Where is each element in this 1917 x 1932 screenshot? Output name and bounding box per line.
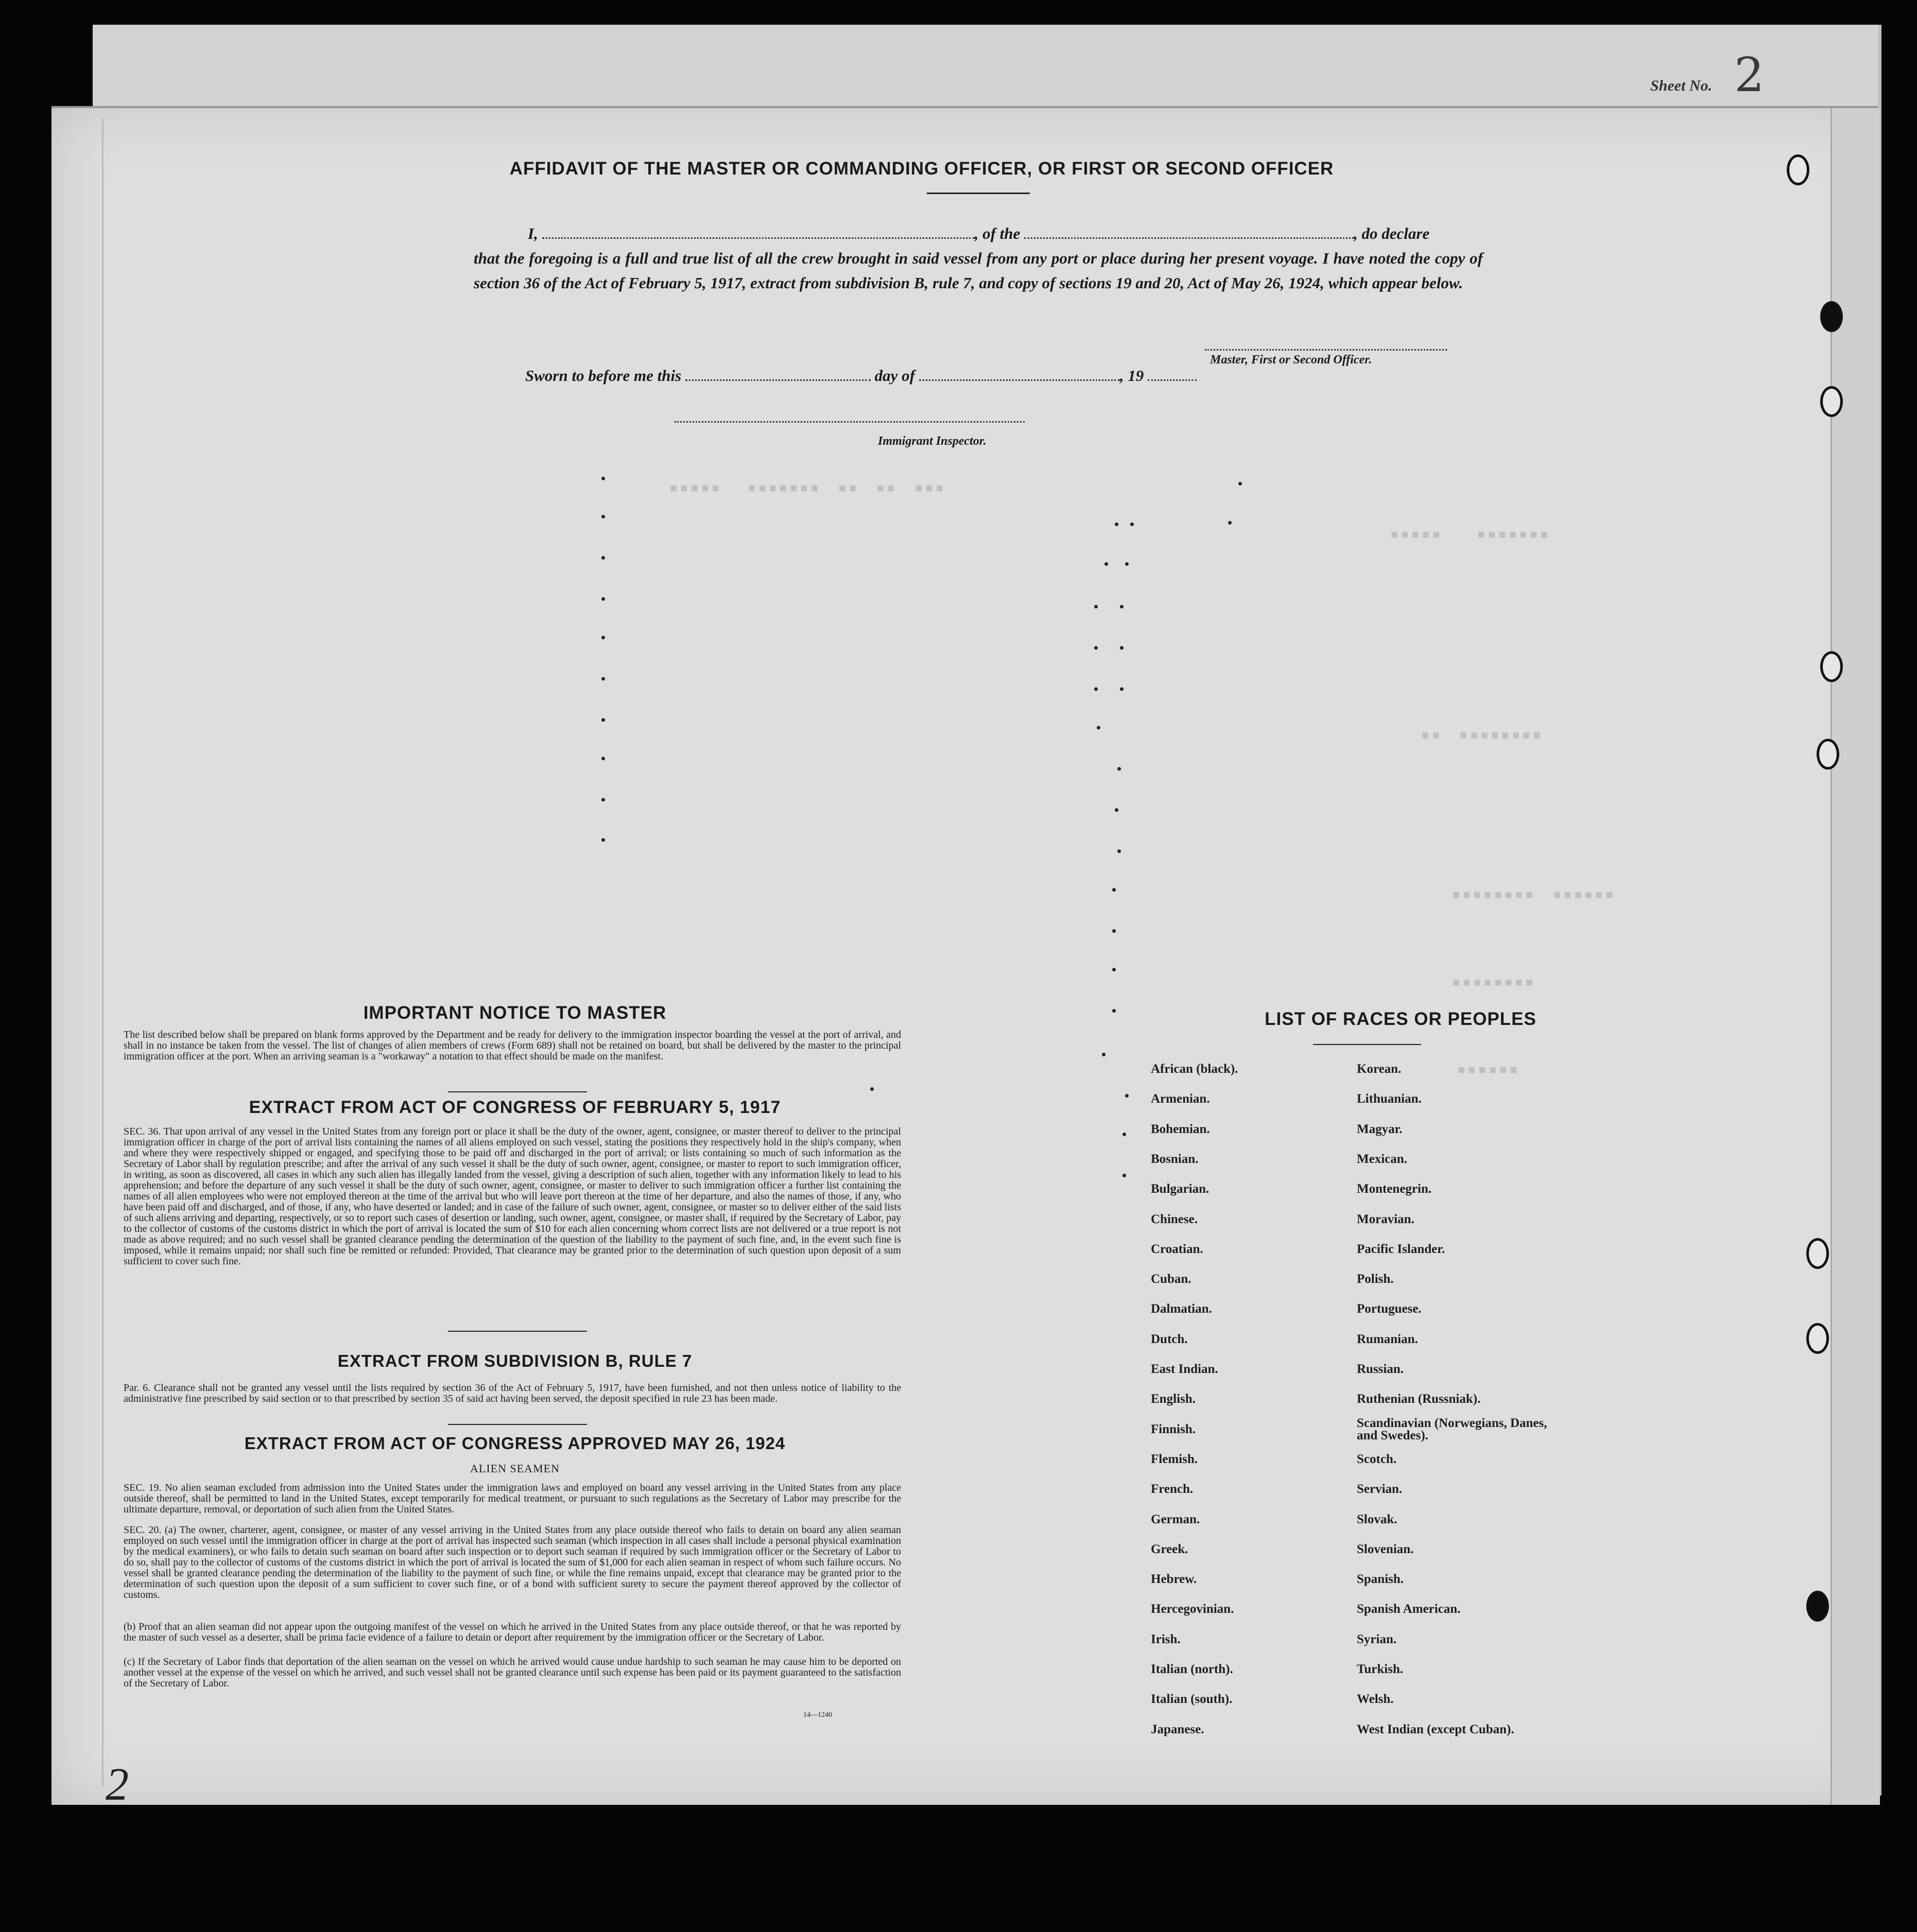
master-signature-label: Master, First or Second Officer. bbox=[1210, 353, 1372, 367]
race-item: Russian. bbox=[1357, 1362, 1404, 1376]
dot-mark bbox=[601, 838, 605, 842]
race-item: Spanish. bbox=[1357, 1572, 1404, 1586]
race-item: Scandinavian (Norwegians, Danes, and Swedes). bbox=[1357, 1416, 1547, 1442]
sworn-year-label: , 19 bbox=[1119, 367, 1144, 385]
race-item: Rumanian. bbox=[1357, 1332, 1418, 1346]
officer-name-field[interactable] bbox=[542, 228, 975, 239]
races-title: LIST OF RACES OR PEOPLES bbox=[1265, 1009, 1536, 1029]
race-item: Ruthenian (Russniak). bbox=[1357, 1392, 1481, 1406]
dot-mark bbox=[1115, 808, 1118, 812]
race-item: Slovak. bbox=[1357, 1512, 1397, 1526]
dot-mark bbox=[1125, 562, 1129, 566]
dot-mark bbox=[601, 798, 605, 802]
race-item: Cuban. bbox=[1151, 1272, 1191, 1286]
race-item: African (black). bbox=[1151, 1062, 1238, 1076]
punch-hole bbox=[1820, 386, 1843, 417]
race-item: Mexican. bbox=[1357, 1152, 1407, 1166]
dot-mark bbox=[1112, 1009, 1116, 1013]
race-item: Hebrew. bbox=[1151, 1572, 1197, 1586]
extract-1917-text: SEC. 36. That upon arrival of any vessel in the United States from any foreign port or place it shall be the duty of the owner, agent, consignee, or master thereof to deliver to the principal immigration officer in charge of the port of arrival lists containing the names of all aliens employed on such vessel, stating the positions they respectively hold in the ship's company, when and where they were respectively shipped or engaged, and specifying those to be paid off and discharged in the port of arrival; or lists containing so much of such information as the Secretary of Labor shall by regulation prescribe; and after the arrival of any such vessel it shall be the duty of such owner, agent, consignee, or master to report to such immigration officer, in writing, as soon as discovered, all cases in which any such alien has illegally landed from the vessel, giving a description of such alien, together with any information likely to lead to his apprehension; and before the departure of any such vessel it shall be the duty of such owner, agent, consignee, or master to deliver to such immigration officer a further list containing the names of all alien employees who were not employed thereon at the time of the arrival but who will leave port thereon at the time of her departure, and also the names of those, if any, who have been paid off and discharged, and of those, if any, who have deserted or landed; and in case of the failure of such owner, agent, consignee, or master so to deliver either of the said lists of such aliens arriving and departing, respectively, or so to report such cases of desertion or landing, such owner, agent, consignee, or master shall, if required by the Secretary of Labor, pay to the collector of customs of the customs district in which the port of arrival is located the sum of $10 for each alien concerning whom correct lists are not delivered or a true report is not made as above required; and no such vessel shall be granted clearance pending the determination of the question of the liability to the payment of such fine, and, in the event such fine is imposed, while it remains unpaid; nor shall such fine be remitted or refunded: Provided, That clearance may be granted prior to the determination of such question upon deposit of a sum sufficient to cover such fine. bbox=[124, 1126, 901, 1267]
race-item: English. bbox=[1151, 1392, 1196, 1406]
dot-mark bbox=[1125, 1094, 1129, 1098]
race-item: French. bbox=[1151, 1482, 1194, 1496]
dot-mark bbox=[1104, 562, 1108, 566]
margin-line bbox=[102, 118, 103, 1786]
dot-mark bbox=[1117, 849, 1121, 853]
dot-mark bbox=[1094, 687, 1098, 691]
race-item: Turkish. bbox=[1357, 1662, 1404, 1676]
race-item: Hercegovinian. bbox=[1151, 1602, 1234, 1616]
race-item: Italian (north). bbox=[1151, 1662, 1233, 1676]
race-item: Irish. bbox=[1151, 1632, 1181, 1646]
extract-1924-sec20a: SEC. 20. (a) The owner, charterer, agent, consignee, or master of any vessel arriving in the United States from any place outside thereof who fails to detain on board any alien seaman employed on such vessel until the immigration officer in charge at the port of arrival has inspected such seaman (which inspection in all cases shall include a personal physical examination by the medical examiners), or who fails to detain such seaman on board after such inspection or to deport such seaman if required by such immigration officer or the Secretary of Labor to do so, shall pay to the collector of customs of the customs district in which the port of arrival is located the sum of $1,000 for each alien seaman in respect of whom such failure occurs. No vessel shall be granted clearance pending the determination of the liability to the payment of such fine, or while the fine remains unpaid, except that clearance may be granted prior to the determination of such question upon the deposit of a sum sufficient to cover such fine, or of a bond with sufficient surety to secure the payment thereof approved by the collector of customs. bbox=[124, 1524, 901, 1600]
dot-mark bbox=[1112, 968, 1116, 971]
punch-hole bbox=[1806, 1238, 1829, 1269]
race-item: Flemish. bbox=[1151, 1452, 1198, 1466]
race-item: Polish. bbox=[1357, 1272, 1394, 1286]
race-item: Armenian. bbox=[1151, 1092, 1210, 1106]
dot-mark bbox=[1120, 687, 1124, 691]
race-item: Pacific Islander. bbox=[1357, 1242, 1445, 1256]
race-item: Bulgarian. bbox=[1151, 1182, 1210, 1196]
extract-1924-subtitle: ALIEN SEAMEN bbox=[470, 1462, 560, 1475]
sworn-line bbox=[525, 367, 1197, 385]
sworn-month-field[interactable] bbox=[919, 370, 1120, 381]
bleed-through-row: ▪▪▪▪▪ ▪▪▪▪▪▪▪ ▪▪ ▪▪ ▪▪▪ bbox=[669, 474, 946, 501]
sheet-top-edge bbox=[51, 106, 1878, 108]
inspector-signature-field[interactable] bbox=[675, 421, 1025, 423]
dot-mark bbox=[1112, 929, 1116, 933]
notice-title: IMPORTANT NOTICE TO MASTER bbox=[363, 1003, 667, 1023]
race-item: Bohemian. bbox=[1151, 1122, 1210, 1136]
dot-mark bbox=[1120, 605, 1124, 608]
vessel-name-field[interactable] bbox=[1024, 228, 1354, 239]
affidavit-declaration bbox=[474, 221, 1483, 295]
race-item: Croatian. bbox=[1151, 1242, 1203, 1256]
race-item: Dutch. bbox=[1151, 1332, 1188, 1346]
dot-mark bbox=[1228, 521, 1232, 525]
dot-mark bbox=[870, 1087, 874, 1091]
dot-mark bbox=[601, 556, 605, 560]
affidavit-body-text: that the foregoing is a full and true list of all the crew brought in said vessel from any port or place during her present voyage. I have noted the copy of section 36 of the Act of February 5, 1917, extract from subdivision B, rule 7, and copy of sections 19 and 20, Act of May 26, 1924, which appear below. bbox=[474, 249, 1483, 292]
section-rule bbox=[448, 1331, 587, 1332]
dot-mark bbox=[1094, 646, 1098, 650]
section-rule bbox=[448, 1091, 587, 1092]
notice-text: The list described below shall be prepared on blank forms approved by the Department and be ready for delivery to the immigration inspector boarding the vessel at the port of arrival, and shall in no instance be taken from the vessel. The list of changes of alien members of crews (Form 689) shall not be retained on board, but shall be delivered by the master to the principal immigration officer at the port. When an arriving seaman is a "workaway" a notation to that effect should be made on the manifest. bbox=[124, 1029, 901, 1062]
race-item: Montenegrin. bbox=[1357, 1182, 1432, 1196]
dot-mark bbox=[601, 718, 605, 722]
extract-1924-sec19: SEC. 19. No alien seaman excluded from admission into the United States under the immigration laws and employed on board any vessel arriving in the United States from any place outside thereof, shall be permitted to land in the United States, except temporarily for medical treatment, or pursuant to such regulations as the Secretary of Labor may prescribe for the ultimate departure, removal, or deportation of such alien from the United States. bbox=[124, 1482, 901, 1515]
dot-mark bbox=[1122, 1174, 1126, 1177]
race-item: Chinese. bbox=[1151, 1212, 1198, 1226]
bleed-through-row: ▪▪▪▪▪▪ bbox=[1457, 1056, 1520, 1083]
dot-mark bbox=[1238, 482, 1242, 485]
race-item: Spanish American. bbox=[1357, 1602, 1461, 1616]
dot-mark bbox=[601, 677, 605, 681]
bleed-through-row: ▪▪▪▪▪▪▪▪ bbox=[1452, 968, 1536, 995]
extract-rule7-text: Par. 6. Clearance shall not be granted any vessel until the lists required by section 36 of the Act of February 5, 1917, have been furnished, and not then unless notice of liability to the administrative fine prescribed by said section or to that prescribed by section 35 of said act having been served, the deposit specified in rule 23 has been made. bbox=[124, 1382, 901, 1404]
sheet-number-value: 2 bbox=[1734, 47, 1765, 102]
race-item: Greek. bbox=[1151, 1542, 1188, 1556]
affidavit-title: AFFIDAVIT OF THE MASTER OR COMMANDING OFFICER, OR FIRST OR SECOND OFFICER bbox=[509, 159, 1334, 179]
extract-1924-sec20c: (c) If the Secretary of Labor finds that deportation of the alien seaman on the vessel on which he arrived would cause undue hardship to such seaman he may cause him to be deported on another vessel at the expense of the vessel on which he arrived, and such vessel shall not be granted clearance until such expense has been paid or its payment guaranteed to the satisfaction of the Secretary of Labor. bbox=[124, 1656, 901, 1689]
punch-hole bbox=[1820, 651, 1843, 682]
affidavit-pronoun: I, bbox=[528, 224, 538, 242]
race-item: Portuguese. bbox=[1357, 1302, 1422, 1316]
sworn-day-field[interactable] bbox=[685, 370, 871, 381]
punch-hole bbox=[1806, 1591, 1829, 1622]
extract-rule7-title: EXTRACT FROM SUBDIVISION B, RULE 7 bbox=[337, 1351, 693, 1370]
extract-1924-sec20b: (b) Proof that an alien seaman did not appear upon the outgoing manifest of the vessel on which he arrived in the United States from any place outside thereof, or that he was reported by the master of such vessel as a deserter, shall be prima facie evidence of a failure to detain or deport after requirement by the immigration officer or the Secretary of Labor. bbox=[124, 1621, 901, 1643]
dot-mark bbox=[1117, 767, 1121, 771]
dot-mark bbox=[601, 515, 605, 518]
race-item: Japanese. bbox=[1151, 1722, 1204, 1736]
bleed-through-row: ▪▪▪▪▪▪▪▪ ▪▪▪▪▪▪ bbox=[1452, 881, 1616, 908]
dot-mark bbox=[1120, 646, 1124, 650]
race-item: Dalmatian. bbox=[1151, 1302, 1212, 1316]
race-item: West Indian (except Cuban). bbox=[1357, 1722, 1514, 1736]
race-item: Servian. bbox=[1357, 1482, 1403, 1496]
race-item: Moravian. bbox=[1357, 1212, 1414, 1226]
sworn-prefix: Sworn to before me this bbox=[525, 367, 682, 385]
sheet-edge bbox=[1830, 106, 1880, 1805]
race-item: Finnish. bbox=[1151, 1422, 1196, 1436]
dot-mark bbox=[1122, 1133, 1126, 1136]
dot-mark bbox=[601, 597, 605, 601]
dot-mark bbox=[1094, 605, 1098, 608]
race-item: Magyar. bbox=[1357, 1122, 1403, 1136]
inspector-signature-label: Immigrant Inspector. bbox=[878, 434, 987, 448]
punch-hole bbox=[1787, 154, 1809, 185]
affidavit-first-line bbox=[474, 221, 1483, 246]
extract-1924-title: EXTRACT FROM ACT OF CONGRESS APPROVED MAY 26, 1924 bbox=[244, 1434, 786, 1453]
margin-mark: 2 bbox=[106, 1759, 129, 1810]
affidavit-of-the: , of the bbox=[974, 224, 1021, 242]
race-item: German. bbox=[1151, 1512, 1200, 1526]
affidavit-do-declare: , do declare bbox=[1354, 224, 1430, 242]
bleed-through-row: ▪▪▪▪▪ ▪▪▪▪▪▪▪ bbox=[1390, 520, 1550, 547]
bleed-through-row: ▪▪ ▪▪▪▪▪▪▪▪ bbox=[1421, 721, 1543, 748]
race-item: Scotch. bbox=[1357, 1452, 1397, 1466]
punch-hole bbox=[1806, 1323, 1829, 1354]
dot-mark bbox=[601, 757, 605, 760]
races-title-rule bbox=[1313, 1044, 1421, 1045]
section-rule bbox=[448, 1424, 587, 1425]
extract-1917-title: EXTRACT FROM ACT OF CONGRESS OF FEBRUARY 5, 1917 bbox=[249, 1098, 781, 1117]
dot-mark bbox=[1115, 523, 1118, 526]
race-item: Italian (south). bbox=[1151, 1692, 1233, 1706]
sheet-number-label: Sheet No. bbox=[1650, 77, 1712, 94]
punch-hole bbox=[1820, 301, 1843, 332]
dot-mark bbox=[1102, 1053, 1106, 1056]
race-item: Welsh. bbox=[1357, 1692, 1394, 1706]
form-code: 14—1240 bbox=[803, 1711, 832, 1719]
sworn-day-label: day of bbox=[874, 367, 915, 385]
race-item: Lithuanian. bbox=[1357, 1092, 1422, 1106]
punch-hole bbox=[1817, 739, 1839, 770]
race-item: Syrian. bbox=[1357, 1632, 1397, 1646]
dot-mark bbox=[601, 636, 605, 639]
master-signature-field[interactable] bbox=[1205, 349, 1447, 351]
race-item: Korean. bbox=[1357, 1062, 1402, 1076]
title-rule bbox=[927, 193, 1030, 194]
race-item: Slovenian. bbox=[1357, 1542, 1414, 1556]
dot-mark bbox=[1097, 726, 1100, 729]
dot-mark bbox=[1130, 523, 1134, 526]
sworn-year-field[interactable] bbox=[1148, 370, 1197, 381]
race-item: Bosnian. bbox=[1151, 1152, 1199, 1166]
dot-mark bbox=[1112, 888, 1116, 892]
dot-mark bbox=[601, 477, 605, 480]
race-item: East Indian. bbox=[1151, 1362, 1218, 1376]
